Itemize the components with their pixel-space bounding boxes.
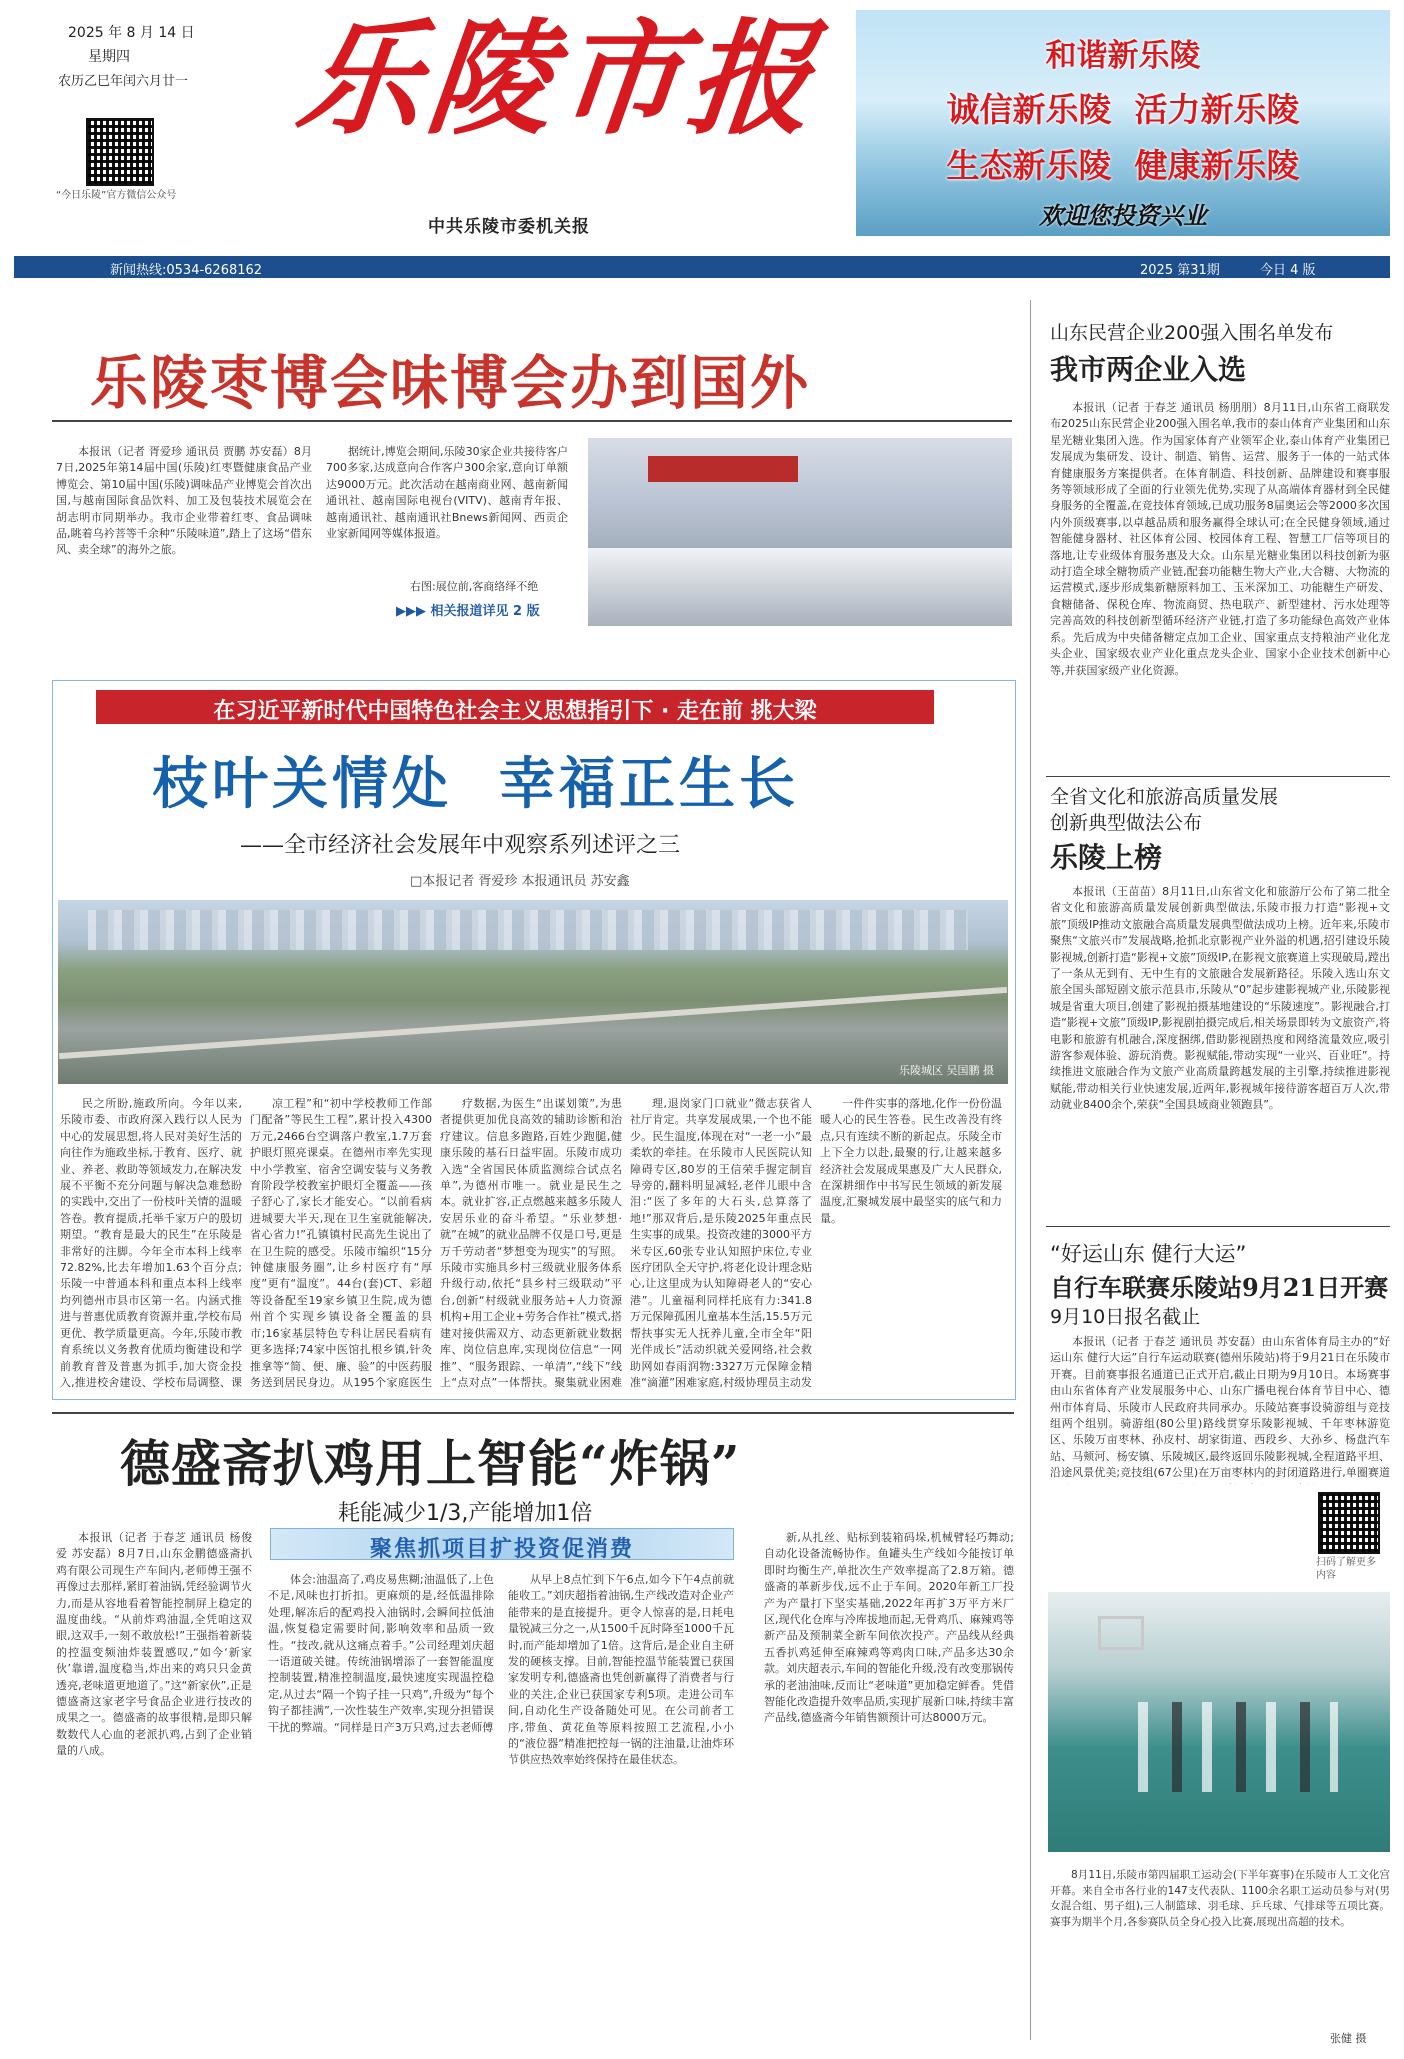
right-s3-body-text: 本报讯（记者 于春芝 通讯员 苏安磊）由山东省体育局主办的“好运山东 健行大运”自行车运动联赛(德州乐陵站)将于9月21日在乐陵市开赛。目前赛事报名通道已正式开启,截止日期为9月10日。本场赛事由山东省体育产业发展服务中心、山东广播电视台体育节目中心、德州市体育局、乐陵市人民政府共同承办。乐陵站赛事设骑游组与竞技组两个组别。骑游组(80公里)路线贯穿乐陵影视城、千年枣林游览区、乐陵万亩枣林、孙皮村、胡家街道、西段乡、大孙乡、杨盘汽车站、马颊河、杨安镇、乐陵城区,最终返回乐陵影视城,全程道路平坦、沿途风景优美;竞技组(67公里)在万亩枣林内的封闭道路进行,单圈赛道: [1050, 1335, 1390, 1480]
focus-banner-text: 聚焦抓项目扩投资促消费: [369, 1537, 634, 1562]
issue-number: 2025 第31期: [1140, 263, 1220, 278]
bottom-subhead: 耗能减少1/3,产能增加1倍: [338, 1501, 593, 1526]
bottom-col-4-text: 新,从扎丝、贴标到装箱码垛,机械臂轻巧舞动;自动化设备流畅协作。鱼罐头生产线如今能按订单即时均衡生产,单批次生产效率提高了2.8万箱。德盛斋的革新步伐,远不止于车间。2020年新工厂投产为产量打下坚实基础,2022年再扩3万平方米厂区,现代化仓库与冷库拔地而起,无骨鸡爪、麻辣鸡等新产品及预制菜全新车间依次投产。产品线从经典五香扒鸡延伸至麻辣鸡等鸡肉口味,产品多达30余款。刘庆超表示,车间的智能化升级,没有改变那锅传承的老油油味,反而让“老味道”更加稳定鲜香。凭借智能化改造提升效率品质,实现扩展新口味,持续丰富产品线,德盛斋今年销售额预计可达8000万元。: [764, 1531, 1014, 1725]
lead-headline-rule: [52, 420, 1012, 422]
right-s3-qr-code: [1318, 1492, 1380, 1554]
lead-col-2-text: 据统计,博览会期间,乐陵30家企业共接待客户700多家,达成意向合作客户300余家,意向订单额达9000万元。此次活动在越南商业网、越南新闻通讯社、越南国际电视台(VITV)、越南青年报、越南通讯社、越南通讯社Bnews新闻网、西贡企业家新闻网等媒体报道。: [326, 445, 568, 541]
right-s2-kicker-1: 全省文化和旅游高质量发展: [1050, 786, 1279, 808]
right-s3-qr-caption: 扫码了解更多内容: [1316, 1557, 1376, 1581]
right-s2-headline: 乐陵上榜: [1050, 841, 1163, 874]
bottom-col-4: [764, 1530, 1014, 2044]
masthead-date: 2025 年 8 月 14 日: [68, 25, 195, 41]
right-column-divider: [1030, 300, 1031, 2040]
feature-col-2-text: 凉工程”和“初中学校教师工作部门配备”等民生工程”,累计投入4300万元,2466台空调落户教室,1.7万套护眼灯照亮课桌。在德州市率先实现中小学教室、宿舍空调安装与义务教育阶段学校教室护眼灯全覆盖——孩子舒心了,家长才能安心。“以前看病进城要大半天,现在卫生室就能解决,省心省力!”孔镇镇村民高先生说出了在卫生院的感受。乐陵市编织“15分钟健康服务圈”,让乡村医疗有“厚度”更有“温度”。44台(套)CT、彩超等设备配至19家乡镇卫生院,成为德州首个实现乡镇设备全覆盖的县市;16家基层特色专科让居民看病有更多选择;74家中医馆扎根乡镇,针灸推拿等“简、便、廉、验”的中医药服务送到居民身边。从195个家庭医生: [250, 1097, 432, 1389]
lead-col-1: [56, 444, 312, 610]
right-photo-basketball-game: [1048, 1592, 1390, 1852]
ad-line-4: 欢迎您投资兴业: [1039, 201, 1207, 230]
hotline-bar: [14, 256, 1390, 278]
feature-subhead: ——全市经济社会发展年中观察系列述评之三: [240, 833, 681, 858]
newspaper-title: 乐陵市报: [290, 7, 826, 152]
feature-photo-city-aerial: [58, 900, 1008, 1084]
right-s3-headline: 自行车联赛乐陵站9月21日开赛: [1050, 1273, 1389, 1302]
bottom-col-3-text: 从早上8点忙到下午6点,如今下午4点前就能收工。”刘庆超指着油锅,生产线改造对企业产能带来的是直接提升。更令人惊喜的是,日耗电量锐减三分之一,从1500千瓦时降至1000千瓦时,而产能却增加了1倍。这背后,是企业自主研发的硬核支撑。目前,智能控温节能装置已获国家发明专利,德盛斋也凭创新赢得了消费者与行业的关注,企业已获国家专利5项。走进公司车间,自动化生产设备随处可见。在公司前者工序,带鱼、黄花鱼等原料按照工艺流程,小小的“液位器”精准把控每一锅的注油量,让油炸环节供应热效率始终保持在最佳状态。: [508, 1573, 734, 1767]
ad-banner: [856, 10, 1390, 236]
lead-col-2: [326, 444, 568, 566]
right-s2-body: [1050, 884, 1390, 1220]
basketball-hoop: [1098, 1616, 1144, 1650]
bottom-col-2: [268, 1572, 494, 2044]
feature-headline: 枝叶关情处 幸福正生长: [152, 751, 799, 817]
right-photo-caption-text: 8月11日,乐陵市第四届职工运动会(下半年赛事)在乐陵市人工文化宫开幕。来自全市各行业的147支代表队、1100余名职工运动员参与对(男女混合组、男子组),三人制篮球、羽毛球、乒乓球、气排球等五项比赛。赛事为期半个月,各参赛队员全身心投入比赛,展现出高超的技术。: [1050, 1869, 1390, 1928]
right-s1-kicker: 山东民营企业200强入围名单发布: [1050, 322, 1334, 344]
right-s3-subheadline: 9月10日报名截止: [1050, 1306, 1201, 1328]
basketball-players: [1138, 1702, 1338, 1792]
wechat-caption: “今日乐陵”官方微信公众号: [56, 190, 177, 201]
right-s3-body: [1050, 1334, 1390, 1484]
feature-col-2: [250, 1096, 432, 1392]
ad-line-3: 生态新乐陵 健康新乐陵: [946, 146, 1300, 185]
right-photo-caption: [1050, 1868, 1390, 2018]
bottom-headline: 德盛斋扒鸡用上智能“炸锅”: [120, 1434, 741, 1493]
feature-col-1: [60, 1096, 242, 1392]
right-photo-credit: 张健 摄: [1330, 2032, 1367, 2045]
bottom-col-1: [56, 1530, 252, 2044]
city-skyline: [88, 910, 968, 950]
city-road: [59, 987, 1007, 1059]
page-count: 今日 4 版: [1260, 263, 1316, 278]
right-s2-body-text: 本报讯（王苗苗）8月11日,山东省文化和旅游厅公布了第二批全省文化和旅游高质量发展创新典型做法,乐陵市报力打造“影视+文旅”顶级IP推动文旅融合高质量发展典型做法成功上榜。近年来,乐陵市聚焦“文旅兴市”发展战略,抢抓北京影视产业外溢的机遇,招引建设乐陵影视城,创新打造“影视+文旅”顶级IP,在影视文旅赛道上实现破局,蹚出了一条从无到有、无中生有的文旅融合发展新路径。乐陵入选山东文旅全国头部短剧文旅示范县市,乐陵从“0”起步建影视城产业,乐陵影视城是省重大项目,创建了影视拍摄基地建设的“乐陵速度”。影视融合,打造“影视+文旅”顶级IP,影视剧拍摄完成后,相关场景即转为文旅资产,将电影和旅游有机融合,深度捆绑,借助影视剧热度和网络流量效应,吸引游客参观体验、游玩消费。影视赋能,带动实现“一业兴、百业旺”。持续推进文旅融合作为文旅产业高质量跨越发展的主引擎,持续推进影视赋能,带动相关行业快速发展,近两年,影视城年接待游客超百万人次,带动就业8400余个,荣获“全国县域商业领跑县”。: [1050, 885, 1390, 1112]
wechat-qr-code: [86, 118, 154, 186]
feature-banner-text: 在习近平新时代中国特色社会主义思想指引下 · 走在前 挑大梁: [213, 699, 817, 724]
feature-col-1-text: 民之所盼,施政所向。今年以来,乐陵市委、市政府深入践行以人民为中心的发展思想,将人民对美好生活的向往作为施政坐标,于教育、医疗、就业、养老、救助等领域发力,在解决发展不平衡不充分问题与解决急难愁盼的实践中,交出了一份枝叶关情的温暖答卷。教育提质,托举千家万户的殷切期望。“教育是最大的民生”在乐陵是非常好的注脚。今年全市本科上线率72.82%,比去年增加1.63个百分点;乐陵一中普通本科和重点本科上线率均列德州市县市区第一名。内涵式推进与普惠优质教育资源并重,学校布局更优、教学质量更高。今年,乐陵市教育系统以义务教育优质均衡建设和学前教育普及普惠为抓手,加大资金投入,推进校舍建设、学校布局调整、课: [60, 1097, 242, 1389]
feature-col-5-text: 一件件实事的落地,化作一份份温暖人心的民生答卷。民生改善没有终点,只有连续不断的新起点。乐陵全市上下全力以赴,最聚的行,让越来越多经济社会发展成果惠及广大人民群众,在深耕细作中书写民生领域的新发展温度,汇聚城发展中最坚实的底气和力量。: [820, 1097, 1002, 1225]
right-s1-headline: 我市两企业入选: [1050, 353, 1247, 386]
feature-byline: □本报记者 胥爱珍 本报通讯员 苏安鑫: [410, 874, 630, 889]
expo-booth-sign: [648, 456, 798, 482]
lead-photo-caption: 右图:展位前,客商络绎不绝: [410, 580, 539, 593]
bottom-col-1-text: 本报讯（记者 于春芝 通讯员 杨俊 爱 苏安磊）8月7日,山东金鹏德盛斋扒鸡有限公司现生产车间内,老师傅王强不再像过去那样,紧盯着油锅,凭经验调节火力,而是从容地看着智能控制屏上稳定的温度曲线。“从前炸鸡油温,全凭咱这双眼,这双手,一刻不敢放松!”王强指着新装的控温变频油炸装置感叹,“如今‘新家伙’靠谱,温度稳当,炸出来的鸡只只金黄透亮,老味道更地道了。”这“新家伙”,正是德盛斋这家老字号食品企业进行技改的成果之一。德盛斋的故事很精,是即只解数数代人心血的老派扒鸡,占到了企业销量的八成。: [56, 1531, 252, 1758]
focus-banner: [270, 1528, 734, 1560]
hotline: 新闻热线:0534-6268162: [110, 263, 263, 278]
masthead-weekday: 星期四: [88, 49, 130, 65]
right-s1-body-text: 本报讯（记者 于春芝 通讯员 杨朋朋）8月11日,山东省工商联发布2025山东民营企业200强入围名单,我市的泰山体育产业集团和山东星光糖业集团入选。作为国家体育产业领军企业,泰山体育产业集团已发展成为集研发、设计、制造、销售、运营、服务于一体的一站式体育健康服务方案提供者。在体育制造、科技创新、品牌建设和赛事服务等领域形成了全面的行业领先优势,实现了从高端体育器材到全民健身服务的全覆盖,在竞技体育领域,已成功服务8届奥运会等2000多次国内外顶级赛事,以卓越品质和服务赢得全球认可;在全民健身领域,通过智能健身器材、社区体育公园、校园体育工程、智慧工厂信等项目的落地,让专业级体育服务惠及大众。山东星光糖业集团以科技创新为驱动打造全球全糖物质产业链,配套功能糖生物大产业,大合糖、大物流的运营模式,逐步形成集新糖原料加工、玉米深加工、功能糖生产研发、食糖储备、保税仓库、物流商贸、热电联产、新型建材、污水处理等完善高效的科技创新型循环经济产业链,打造了多功能绿色高效产业体系。先后成为中央储备糖定点加工企业、国家重点支持粮油产业化龙头企业、国家级农业产业化重点龙头企业、国家小企业技术创新中心等,并获国家级产业化资源。: [1050, 401, 1390, 677]
lead-photo-expo-booth: [588, 438, 1012, 626]
masthead-lunar: 农历乙巳年闰六月廿一: [58, 74, 189, 89]
bottom-col-3: [508, 1572, 734, 2044]
bottom-top-rule: [52, 1412, 1014, 1414]
right-s2-kicker-2: 创新典型做法公布: [1050, 812, 1203, 834]
feature-col-3: [440, 1096, 622, 1392]
feature-col-4: [630, 1096, 812, 1392]
expo-booth-counter: [588, 548, 1012, 626]
ad-line-2: 诚信新乐陵 活力新乐陵: [946, 90, 1300, 129]
right-s1-body: [1050, 400, 1390, 774]
feature-banner: [96, 690, 934, 724]
bottom-col-2-text: 体会:油温高了,鸡皮易焦糊;油温低了,上色不足,风味也打折扣。更麻烦的是,经低温排除处理,解冻后的配鸡投入油锅时,会瞬间拉低油温,恢复稳定需要时间,影响效率和品质一致性。“技改,就从这痛点着手。”公司经理刘庆超一语道破关键。传统油锅增添了一套智能温度控制装置,精准控制温度,最快速度实现温控稳定,从过去“隔一个钩子挂一只鸡”,升级为“每个钩子都挂满”,一次性装生产效率,实现分担错误干扰的弊端。“同样是日产3万只鸡,过去老师傅: [268, 1573, 494, 1734]
lead-more-link[interactable]: ▶▶▶ 相关报道详见 2 版: [396, 604, 540, 619]
feature-col-5: [820, 1096, 1002, 1392]
right-s3-kicker: “好运山东 健行大运”: [1050, 1242, 1247, 1266]
lead-headline: 乐陵枣博会味博会办到国外: [90, 349, 811, 417]
newspaper-subtitle: 中共乐陵市委机关报: [428, 217, 590, 237]
right-s2-rule: [1046, 1226, 1390, 1227]
feature-col-3-text: 疗数据,为医生“出谋划策”,为患者提供更加优良高效的辅助诊断和治疗建议。信息多跑路,百姓少跑腿,健康乐陵的基石日益牢固。乐陵市成功入选“全省国民体质监测综合试点名单”,为德州市唯一。就业是民生之本。就业扩容,正点燃越来越多乐陵人安居乐业的奋斗希望。“乐业梦想·就”在城”的就业品牌不仅是口号,更是万千劳动者“梦想变为现实”的写照。乐陵市实施具乡村三级就业服务体系升级行动,依托“县乡村三级联动”平台,创新“村级就业服务站+人力资源机构+用工企业+劳务合作社”模式,搭建对接供需双方、动态更新就业数据库、岗位信息库,实现岗位信息“一网推”、“服务跟踪、一单清”,“线下”线上“点对点”一体帮扶。聚集就业困难: [440, 1097, 622, 1389]
lead-col-1-text: 本报讯（记者 胥爱珍 通讯员 贾鹏 苏安磊）8月7日,2025年第14届中国(乐陵)红枣暨健康食品产业博览会、第10届中国(乐陵)调味品产业博览会首次出国,与越南国际食品饮料、加工及包装技术展览会在胡志明市同期举办。我市企业带着红枣、食品调味品,眺着乌衿菩等千余种“乐陵味道”,踏上了这场“借东风、卖全球”的海外之旅。: [56, 445, 312, 557]
ad-line-1: 和谐新乐陵: [1045, 38, 1201, 74]
right-s1-rule: [1046, 776, 1390, 777]
feature-col-4-text: 理,退岗家门口就业”微志获省人社厅肯定。共享发展成果,一个也不能少。民生温度,体现在对“一老一小”最柔软的牵挂。在乐陵市人民医院认知障碍专区,80岁的王信荣手握定制盲导旁的,翻料明显减轻,老伴儿眼中含泪:“医了多年的大石头,总算落了地!”那双背后,是乐陵2025年重点民生实事的成果。投资改建的3000平方米专区,60张专业认知照护床位,专业医疗团队全天守护,将老化设计理念贴心,让这里成为认知障碍老人的“安心港”。儿童福利同样托底有力:341.8万元保障孤困儿童基本生活,15.5万元帮扶事实无人抚养儿童,全市全年“阳光伴成长”活动织就关爱网络,社会救助网如春雨润物:3327万元保障金精准“滴灌”困难家庭,村级协理员主动发: [630, 1097, 812, 1389]
feature-photo-caption: 乐陵城区 吴国鹏 摄: [899, 1064, 994, 1077]
